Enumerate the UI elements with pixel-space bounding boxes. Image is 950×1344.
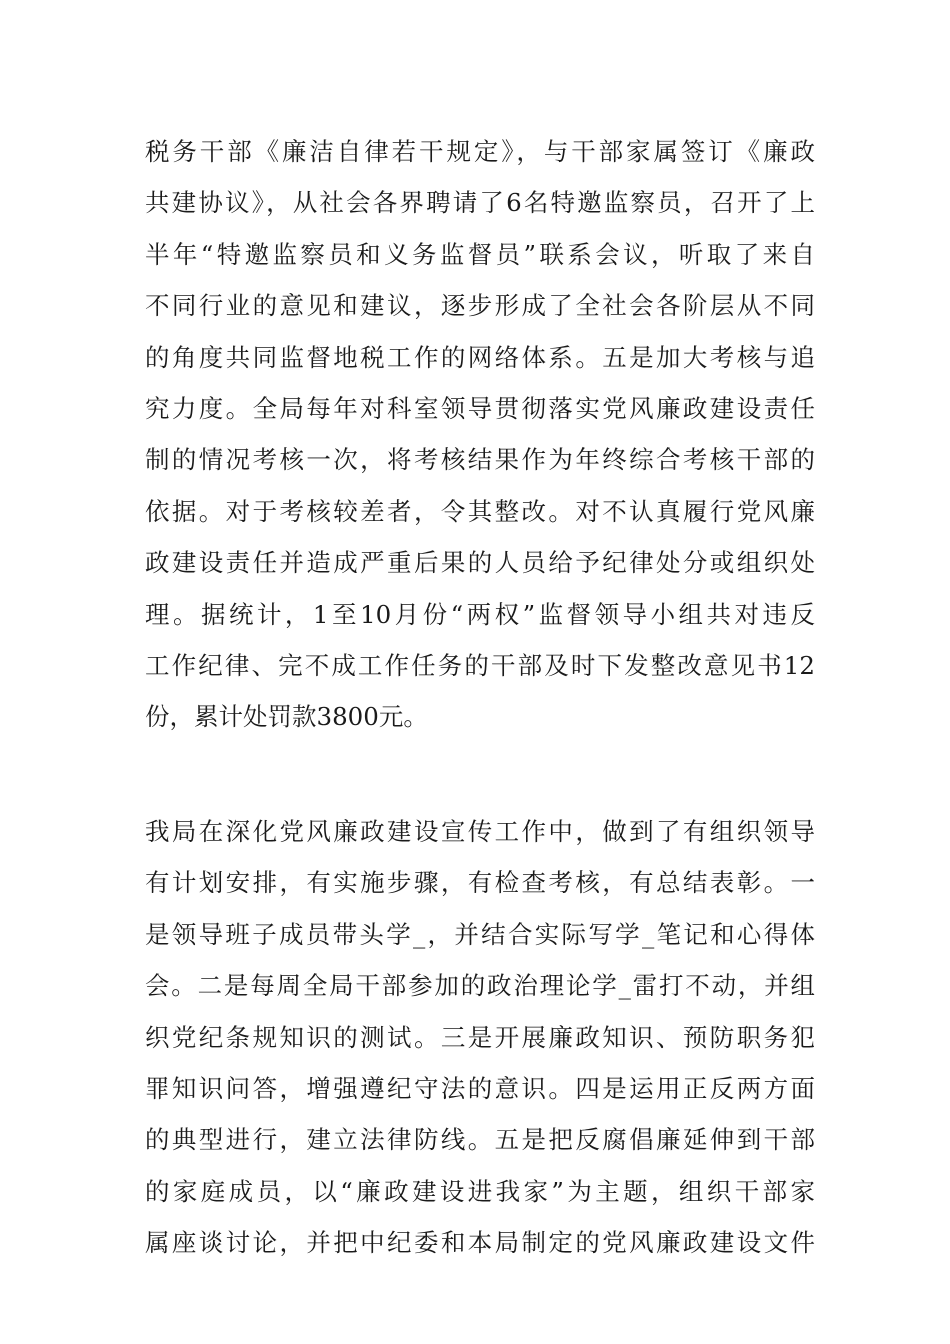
text-line: 不同行业的意见和建议，逐步形成了全社会各阶层从不同 xyxy=(145,291,815,321)
text-line: 会。二是每周全局干部参加的政治理论学_雷打不动，并组 xyxy=(145,971,815,1001)
text-line: 织党纪条规知识的测试。三是开展廉政知识、预防职务犯 xyxy=(145,1022,815,1052)
text-line: 依据。对于考核较差者，令其整改。对不认真履行党风廉 xyxy=(145,496,815,526)
text-line: 理。据统计，1至10月份“两权”监督领导小组共对违反 xyxy=(145,599,815,629)
text-line: 究力度。全局每年对科室领导贯彻落实党风廉政建设责任 xyxy=(145,393,815,423)
text-line: 属座谈讨论，并把中纪委和本局制定的党风廉政建设文件 xyxy=(145,1228,815,1258)
text-line: 我局在深化党风廉政建设宣传工作中，做到了有组织领导 xyxy=(145,817,815,846)
text-line: 税务干部《廉洁自律若干规定》，与干部家属签订《廉政 xyxy=(145,137,815,166)
paragraph-1 xyxy=(145,126,815,743)
text-line: 有计划安排，有实施步骤，有检查考核，有总结表彰。一 xyxy=(145,868,815,898)
text-line: 份，累计处罚款3800元。 xyxy=(145,702,428,732)
paragraph-2 xyxy=(145,806,815,1269)
text-line: 的角度共同监督地税工作的网络体系。五是加大考核与追 xyxy=(145,342,815,372)
text-line: 的典型进行，建立法律防线。五是把反腐倡廉延伸到干部 xyxy=(145,1125,815,1155)
text-line: 共建协议》，从社会各界聘请了6名特邀监察员，召开了上 xyxy=(145,188,815,218)
text-line: 工作纪律、完不成工作任务的干部及时下发整改意见书12 xyxy=(145,650,815,680)
text-line: 的家庭成员，以“廉政建设进我家”为主题，组织干部家 xyxy=(145,1176,815,1206)
text-line: 政建设责任并造成严重后果的人员给予纪律处分或组织处 xyxy=(145,548,815,578)
text-line: 是领导班子成员带头学_，并结合实际写学_笔记和心得体 xyxy=(145,919,815,949)
text-line: 半年“特邀监察员和义务监督员”联系会议，听取了来自 xyxy=(145,239,815,269)
text-line: 制的情况考核一次，将考核结果作为年终综合考核干部的 xyxy=(145,445,815,475)
text-line: 罪知识问答，增强遵纪守法的意识。四是运用正反两方面 xyxy=(145,1073,815,1103)
